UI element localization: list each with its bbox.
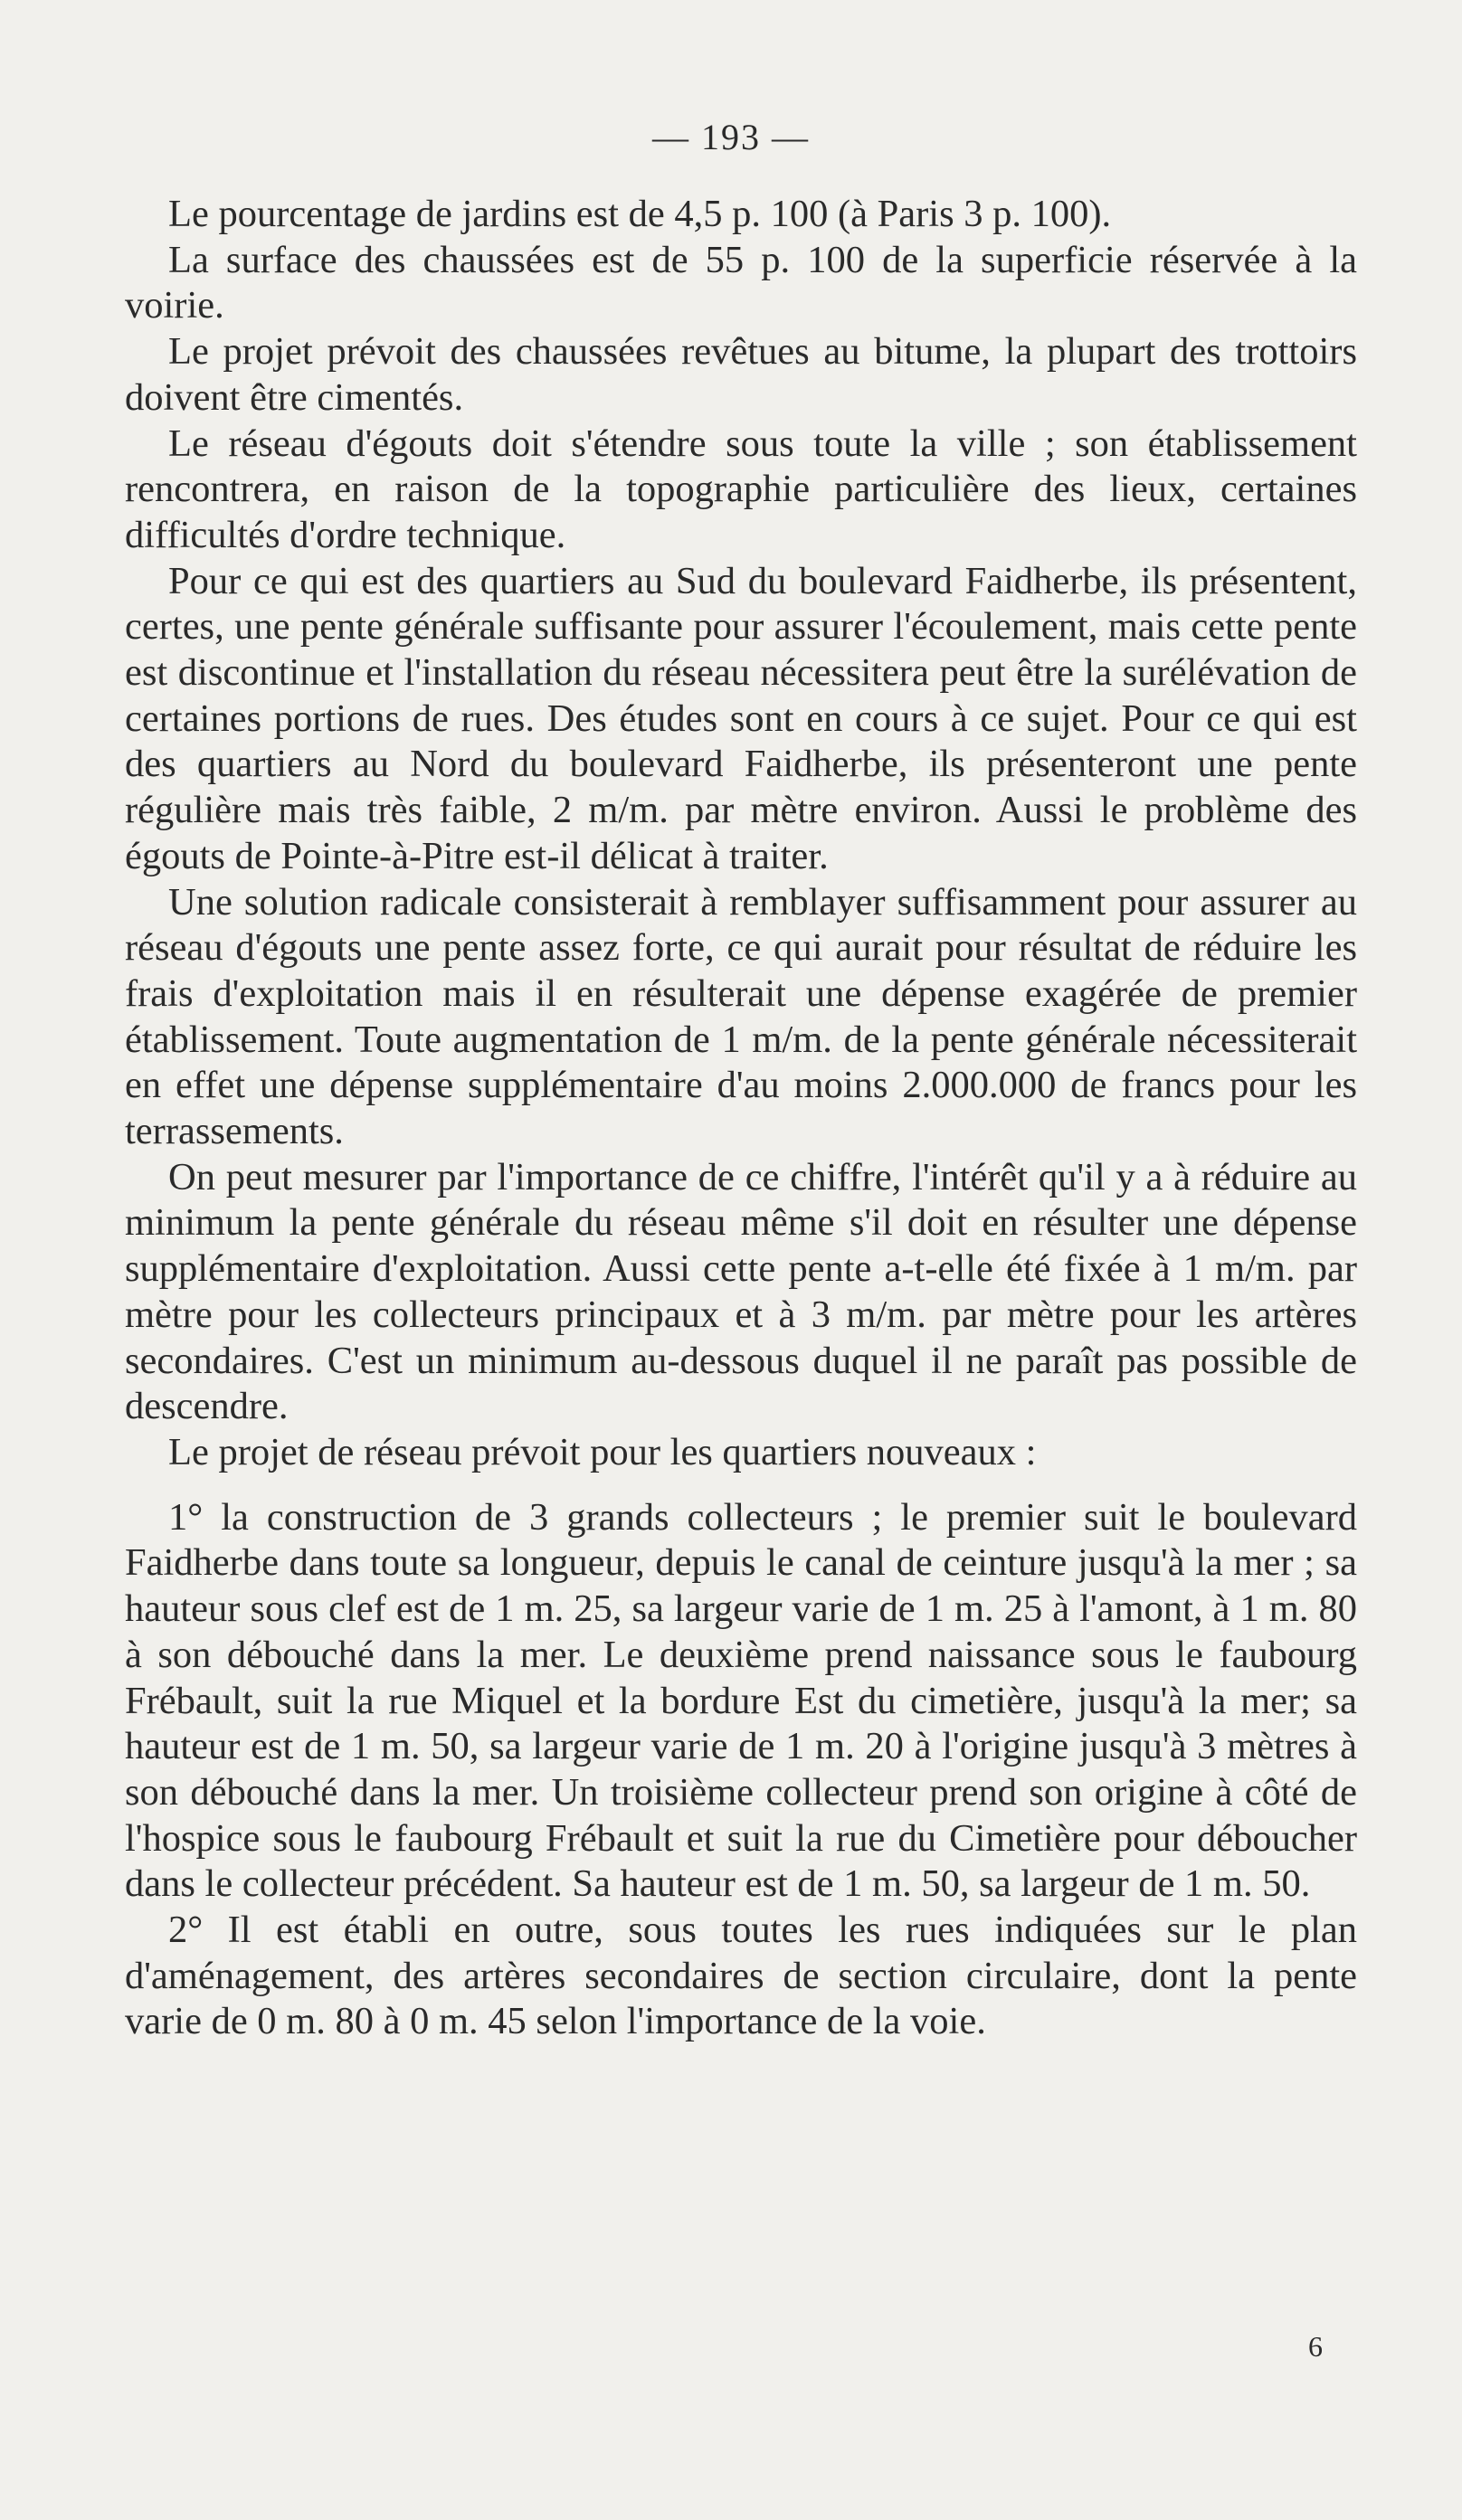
paragraph-road-surface: La surface des chaussées est de 55 p. 100 de la superficie réservée à la voirie. xyxy=(125,238,1357,327)
page-number: — 193 — xyxy=(652,117,810,157)
paragraph-sewer-network: Le réseau d'égouts doit s'étendre sous toute la ville ; son établissement rencontrera, en raison de la topographie particulière des lieux, certaines difficultés d'ordre technique. xyxy=(125,422,1357,556)
paragraph-south-north-districts: Pour ce qui est des quartiers au Sud du boulevard Faidherbe, ils présentent, certes, une pente générale suffisante pour assurer l'écoulement, mais cette pente est discontinue et l'installation du réseau nécessitera peut être la surélévation de certaines portions de rues. Des études sont en cours à ce sujet. Pour ce qui est des quartiers au Nord du boulevard Faidherbe, ils présenteront une pente régulière mais très faible, 2 m/m. par mètre environ. Aussi le problème des égouts de Pointe-à-Pitre est-il délicat à traiter. xyxy=(125,559,1357,877)
paragraph-bitumen-paving: Le projet prévoit des chaussées revêtues au bitume, la plupart des trottoirs doivent être cimentés. xyxy=(125,330,1357,419)
paragraph-gardens-percentage: Le pourcentage de jardins est de 4,5 p. 100 (à Paris 3 p. 100). xyxy=(168,193,1112,235)
paragraph-collectors: 1° la construction de 3 grands collecteurs ; le premier suit le boulevard Faidherbe dans toute sa longueur, depuis le canal de ceinture jusqu'à la mer ; sa hauteur sous clef est de 1 m. 25, sa largeur varie de 1 m. 25 à l'amont, à 1 m. 80 à son débouché dans la mer. Le deuxième prend naissance sous le faubourg Frébault, suit la rue Miquel et la bordure Est du cimetière, jusqu'à la mer; sa hauteur est de 1 m. 50, sa largeur varie de 1 m. 20 à l'origine jusqu'à 3 mètres à son débouché dans la mer. Un troisième collecteur prend son origine à côté de l'hospice sous le faubourg Frébault et suit la rue du Cimetière pour déboucher dans le collecteur précédent. Sa hauteur est de 1 m. 50, sa largeur de 1 m. 50. xyxy=(125,1495,1357,1906)
signature-mark: 6 xyxy=(1308,2330,1323,2363)
body-text xyxy=(125,192,1357,2045)
paragraph-secondary-arteries: 2° Il est établi en outre, sous toutes les rues indiquées sur le plan d'aménagement, des artères secondaires de section circulaire, dont la pente varie de 0 m. 80 à 0 m. 45 selon l'importance de la voie. xyxy=(125,1909,1357,2043)
paragraph-radical-solution: Une solution radicale consisterait à remblayer suffisamment pour assurer au réseau d'égouts une pente assez forte, ce qui aurait pour résultat de réduire les frais d'exploitation mais il en résulterait une dépense exagérée de premier établissement. Toute augmentation de 1 m/m. de la pente générale nécessiterait en effet une dépense supplémentaire d'au moins 2.000.000 de francs pour les terrassements. xyxy=(125,880,1357,1153)
paragraph-project-intro: Le projet de réseau prévoit pour les quartiers nouveaux : xyxy=(168,1430,1037,1473)
paragraph-slope-minimum: On peut mesurer par l'importance de ce chiffre, l'intérêt qu'il y a à réduire au minimum la pente générale du réseau même s'il doit en résulter une dépense supplémentaire d'exploitation. Aussi cette pente a-t-elle été fixée à 1 m/m. par mètre pour les collecteurs principaux et à 3 m/m. par mètre pour les artères secondaires. C'est un minimum au-dessous duquel il ne paraît pas possible de descendre. xyxy=(125,1155,1357,1428)
